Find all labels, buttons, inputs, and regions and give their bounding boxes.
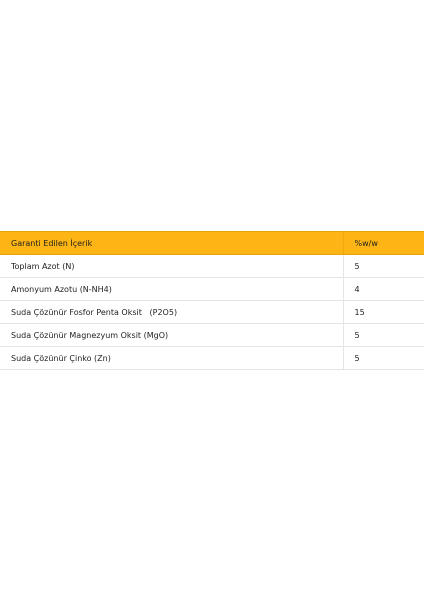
row-component: Suda Çözünür Magnezyum Oksit (MgO) [0,324,343,347]
table-row [0,278,424,301]
row-component: Suda Çözünür Fosfor Penta Oksit (P2O5) [0,301,343,324]
row-value: 5 [343,255,424,278]
table-row [0,301,424,324]
row-value: 5 [343,324,424,347]
row-component: Suda Çözünür Çinko (Zn) [0,347,343,370]
table-row [0,347,424,370]
row-component: Amonyum Azotu (N-NH4) [0,278,343,301]
row-value: 5 [343,347,424,370]
guaranteed-content-table [0,231,424,370]
header-component: Garanti Edilen İçerik [0,232,343,255]
row-value: 4 [343,278,424,301]
table-header [0,232,424,255]
table-row [0,255,424,278]
table-body [0,255,424,370]
row-value: 15 [343,301,424,324]
row-component: Toplam Azot (N) [0,255,343,278]
table-row [0,324,424,347]
header-value: %w/w [343,232,424,255]
table-header-row [0,232,424,255]
